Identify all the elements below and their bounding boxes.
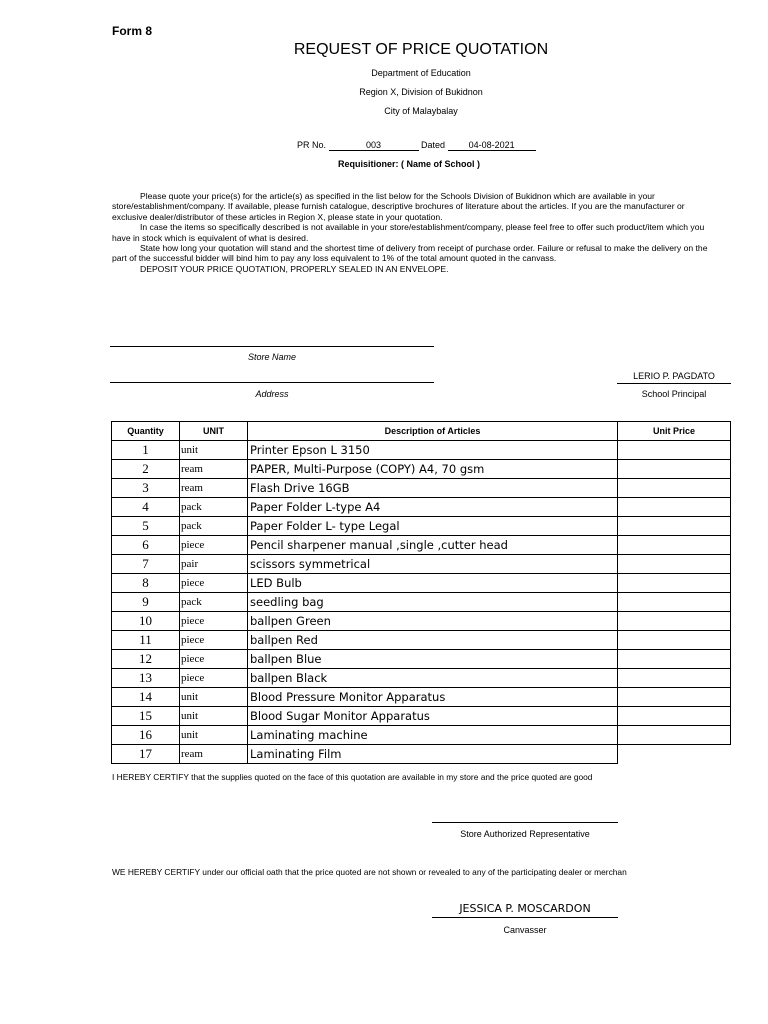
cell-description: PAPER, Multi-Purpose (COPY) A4, 70 gsm xyxy=(248,460,618,479)
cell-unit: ream xyxy=(180,745,248,764)
cell-unit-price[interactable] xyxy=(618,460,731,479)
cell-unit: piece xyxy=(180,631,248,650)
cell-unit-price[interactable] xyxy=(618,574,731,593)
cell-description: ballpen Green xyxy=(248,612,618,631)
instruction-paragraph: In case the items so specifically described is not available in your store/establishment/company, please feel free to offer such product/item which you have in stock which is equivalent of what is desired. xyxy=(112,222,705,243)
cell-unit: piece xyxy=(180,669,248,688)
cell-unit: piece xyxy=(180,612,248,631)
cell-description: scissors symmetrical xyxy=(248,555,618,574)
header-region: Region X, Division of Bukidnon xyxy=(359,87,483,97)
cell-unit: pack xyxy=(180,517,248,536)
table-row xyxy=(112,669,731,688)
table-row xyxy=(112,688,731,707)
cell-unit: pack xyxy=(180,498,248,517)
cell-description: ballpen Blue xyxy=(248,650,618,669)
cell-description: Printer Epson L 3150 xyxy=(248,441,618,460)
cell-unit: unit xyxy=(180,726,248,745)
header-quantity: Quantity xyxy=(112,422,180,441)
cell-quantity: 1 xyxy=(112,441,180,460)
cell-description: LED Bulb xyxy=(248,574,618,593)
cell-unit: ream xyxy=(180,479,248,498)
pr-line xyxy=(297,140,536,151)
cell-description: Blood Pressure Monitor Apparatus xyxy=(248,688,618,707)
cell-unit-price[interactable] xyxy=(618,536,731,555)
cell-description: Blood Sugar Monitor Apparatus xyxy=(248,707,618,726)
table-row xyxy=(112,631,731,650)
table-row xyxy=(112,650,731,669)
cell-quantity: 8 xyxy=(112,574,180,593)
pr-date: 04-08-2021 xyxy=(448,141,536,151)
table-row xyxy=(112,555,731,574)
table-row xyxy=(112,536,731,555)
cell-description: Paper Folder L- type Legal xyxy=(248,517,618,536)
cell-unit-price[interactable] xyxy=(618,669,731,688)
cell-unit-price[interactable] xyxy=(618,650,731,669)
cell-quantity: 4 xyxy=(112,498,180,517)
cell-unit-price[interactable] xyxy=(618,612,731,631)
principal-signature-line xyxy=(617,383,731,384)
cell-unit: unit xyxy=(180,688,248,707)
table-row xyxy=(112,498,731,517)
principal-name: LERIO P. PAGDATO xyxy=(633,371,715,381)
cell-unit: pair xyxy=(180,555,248,574)
form-number: Form 8 xyxy=(112,24,153,38)
table-header-row xyxy=(112,422,731,441)
principal-title: School Principal xyxy=(641,389,707,399)
table-row xyxy=(112,745,731,764)
header-department: Department of Education xyxy=(371,68,471,78)
cell-unit: piece xyxy=(180,536,248,555)
cell-quantity: 15 xyxy=(112,707,180,726)
instruction-paragraph: DEPOSIT YOUR PRICE QUOTATION, PROPERLY SEALED IN AN ENVELOPE. xyxy=(140,263,449,274)
cell-quantity: 16 xyxy=(112,726,180,745)
cell-quantity: 11 xyxy=(112,631,180,650)
store-name-line[interactable] xyxy=(110,346,434,347)
representative-label: Store Authorized Representative xyxy=(460,829,590,839)
cell-unit-price[interactable] xyxy=(618,498,731,517)
cell-quantity: 2 xyxy=(112,460,180,479)
instructions xyxy=(112,191,722,274)
instruction-paragraph: State how long your quotation will stand and the shortest time of delivery from receipt of purchase order. Failure or refusal to make the delivery on the part of the successful bidder will bind him to pay any loss equivalent to 1% of the total amount quoted in the canvass. xyxy=(112,243,708,264)
cell-quantity: 5 xyxy=(112,517,180,536)
table-row xyxy=(112,593,731,612)
cell-description: seedling bag xyxy=(248,593,618,612)
cell-quantity: 14 xyxy=(112,688,180,707)
canvasser-name: JESSICA P. MOSCARDON xyxy=(459,902,591,915)
cell-description: Pencil sharpener manual ,single ,cutter head xyxy=(248,536,618,555)
header-description: Description of Articles xyxy=(248,422,618,441)
requisitioner: Requisitioner: ( Name of School ) xyxy=(338,159,481,169)
cell-unit-price[interactable] xyxy=(618,707,731,726)
table-row xyxy=(112,726,731,745)
header-unit: UNIT xyxy=(180,422,248,441)
representative-signature-line[interactable] xyxy=(432,822,618,823)
instruction-paragraph: Please quote your price(s) for the article(s) as specified in the list below for the Schools Division of Bukidnon which are available in your store/establishment/company. If available, please furnish catalogue, descriptive brochures of literature about the articles. If you are the manufacturer or exclusive dealer/distributor of these articles in Region X, please state in your quotation. xyxy=(112,191,685,222)
cell-unit-price[interactable] xyxy=(618,479,731,498)
store-name-label: Store Name xyxy=(247,352,297,362)
cell-description: Flash Drive 16GB xyxy=(248,479,618,498)
cell-unit-price[interactable] xyxy=(618,555,731,574)
cell-unit-price[interactable] xyxy=(618,726,731,745)
dated-label: Dated xyxy=(421,140,446,150)
cell-unit: pack xyxy=(180,593,248,612)
cell-description: Paper Folder L-type A4 xyxy=(248,498,618,517)
table-row xyxy=(112,441,731,460)
header-unit-price: Unit Price xyxy=(618,422,731,441)
cell-description: ballpen Red xyxy=(248,631,618,650)
cell-unit: unit xyxy=(180,707,248,726)
supplier-certification: I HEREBY CERTIFY that the supplies quoted on the face of this quotation are available in my store and the price quoted are good xyxy=(112,772,593,782)
table-row xyxy=(112,517,731,536)
cell-quantity: 17 xyxy=(112,745,180,764)
cell-unit: ream xyxy=(180,460,248,479)
table-row xyxy=(112,460,731,479)
cell-quantity: 3 xyxy=(112,479,180,498)
cell-description: ballpen Black xyxy=(248,669,618,688)
cell-description: Laminating Film xyxy=(248,745,618,764)
cell-unit: unit xyxy=(180,441,248,460)
canvasser-signature-line xyxy=(432,917,618,918)
cell-quantity: 7 xyxy=(112,555,180,574)
cell-unit: piece xyxy=(180,574,248,593)
cell-quantity: 12 xyxy=(112,650,180,669)
pr-number: 003 xyxy=(329,141,419,151)
canvasser-title: Canvasser xyxy=(503,925,547,935)
cell-unit-price[interactable] xyxy=(618,593,731,612)
cell-unit: piece xyxy=(180,650,248,669)
address-line[interactable] xyxy=(110,382,434,383)
cell-quantity: 6 xyxy=(112,536,180,555)
items-table xyxy=(111,421,731,764)
table-row xyxy=(112,612,731,631)
table-row xyxy=(112,707,731,726)
address-label: Address xyxy=(255,389,289,399)
table-row xyxy=(112,574,731,593)
cell-unit-price[interactable] xyxy=(618,517,731,536)
cell-unit-price[interactable] xyxy=(618,688,731,707)
header-city: City of Malaybalay xyxy=(384,106,458,116)
cell-description: Laminating machine xyxy=(248,726,618,745)
cell-unit-price[interactable] xyxy=(618,441,731,460)
cell-unit-price[interactable] xyxy=(618,745,731,764)
oath-certification: WE HEREBY CERTIFY under our official oath that the price quoted are not shown or revealed to any of the participating dealer or merchan xyxy=(112,867,627,877)
cell-unit-price[interactable] xyxy=(618,631,731,650)
table-row xyxy=(112,479,731,498)
cell-quantity: 9 xyxy=(112,593,180,612)
document-title: REQUEST OF PRICE QUOTATION xyxy=(293,41,549,58)
pr-label: PR No. xyxy=(297,140,327,150)
cell-quantity: 13 xyxy=(112,669,180,688)
cell-quantity: 10 xyxy=(112,612,180,631)
